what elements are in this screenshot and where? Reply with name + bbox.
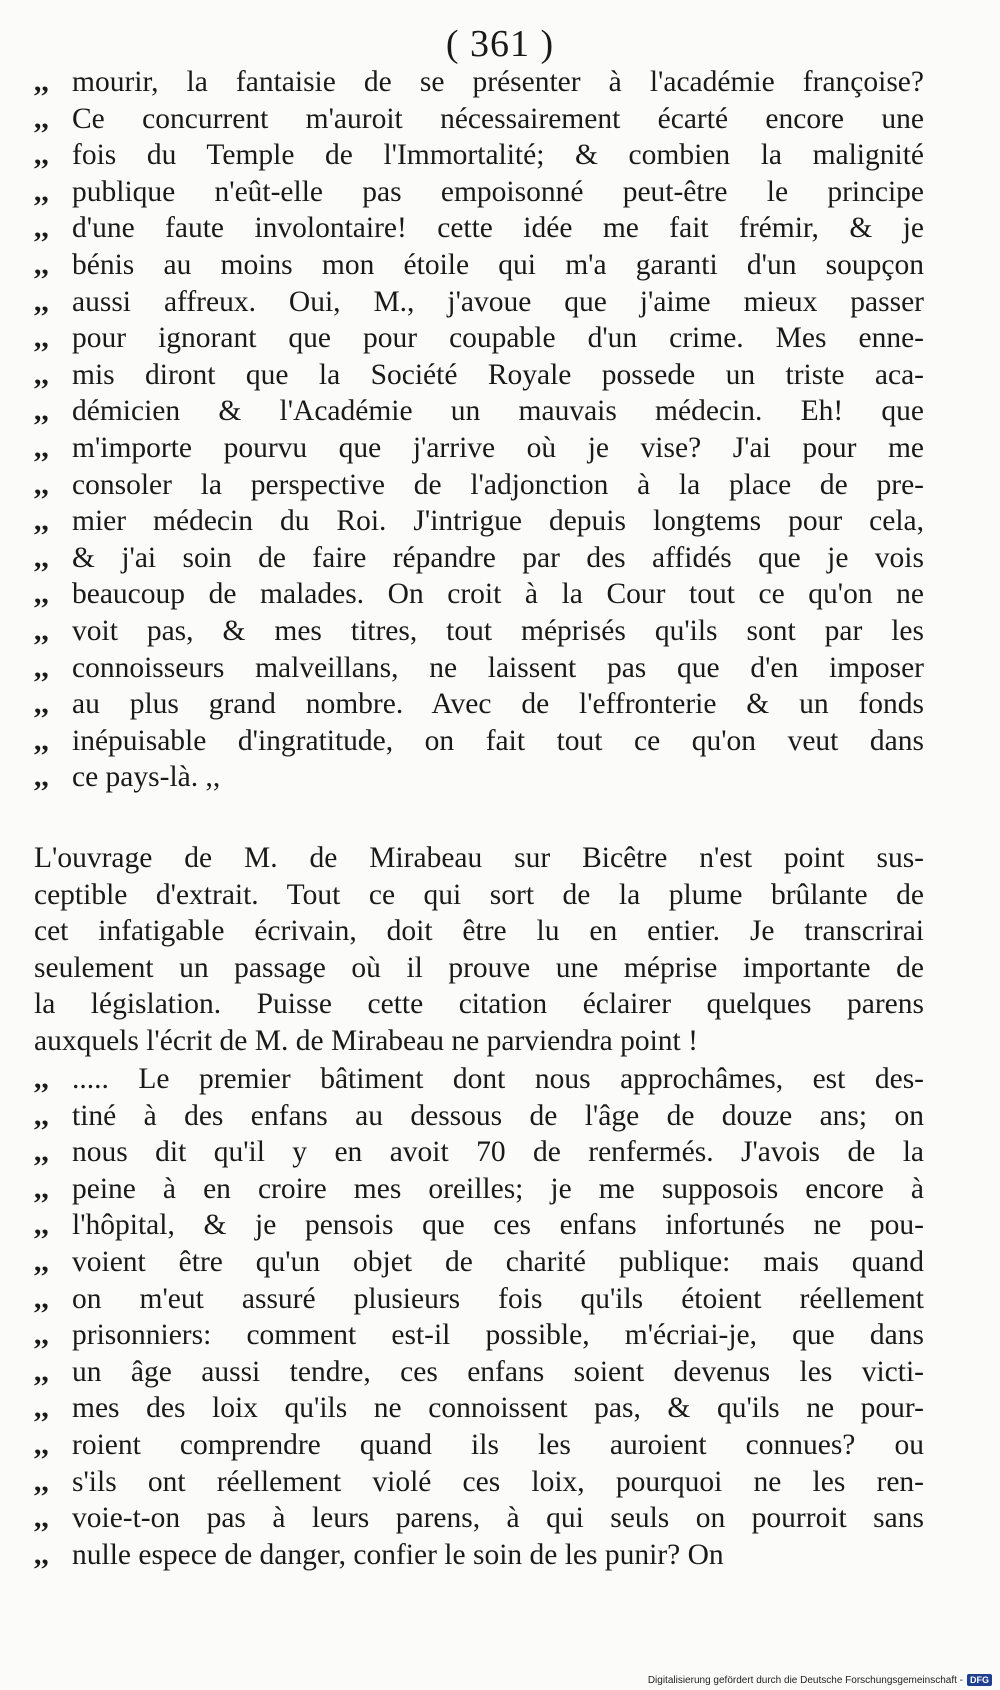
line-text: connoisseurs malveillans, ne laissent pas que d'en imposer [72, 651, 924, 684]
line-text: m'importe pourvu que j'arrive où je vise? J'ai pour me [72, 431, 924, 464]
text-line [34, 1134, 924, 1171]
text-line [34, 576, 924, 613]
quotation-mark: ,, [34, 212, 49, 245]
quotation-mark: ,, [34, 175, 49, 208]
line-text: aussi affreux. Oui, M., j'avoue que j'aime mieux passer [72, 285, 924, 318]
line-text: auxquels l'écrit de M. de Mirabeau ne parviendra point ! [34, 1024, 698, 1057]
quotation-mark: ,, [34, 614, 49, 647]
line-text: Ce concurrent m'auroit nécessairement écarté encore une [72, 102, 924, 135]
text-line [34, 174, 924, 211]
line-text: mier médecin du Roi. J'intrigue depuis longtems pour cela, [72, 505, 924, 538]
line-text: mes des loix qu'ils ne connoissent pas, & qu'ils ne pour- [72, 1392, 924, 1425]
text-line [34, 840, 924, 877]
line-text: nulle espece de danger, confier le soin de les punir? On [72, 1538, 724, 1571]
line-text: mourir, la fantaisie de se présenter à l'académie françoise? [72, 66, 924, 98]
line-text: ceptible d'extrait. Tout ce qui sort de la plume brûlante de [34, 878, 924, 911]
text-line [34, 686, 924, 723]
quotation-mark: ,, [34, 102, 49, 135]
line-text: l'hôpital, & je pensois que ces enfans infortunés ne pou- [72, 1209, 924, 1242]
quoted-letter-section [34, 64, 924, 796]
line-text: consoler la perspective de l'adjonction à la place de pre- [72, 468, 924, 501]
line-text: on m'eut assuré plusieurs fois qu'ils étoient réellement [72, 1282, 924, 1315]
text-line [34, 1427, 924, 1464]
commentary-paragraph [34, 840, 924, 1060]
text-line [34, 1207, 924, 1244]
quotation-mark: ,, [34, 1099, 49, 1132]
line-text: pour ignorant que pour coupable d'un crime. Mes enne- [72, 322, 924, 355]
quotation-mark: ,, [34, 541, 49, 574]
quotation-mark: ,, [34, 1136, 49, 1169]
text-line [34, 393, 924, 430]
text-line [34, 1098, 924, 1135]
line-text: voit pas, & mes titres, tout méprisés qu'ils sont par les [72, 614, 924, 647]
line-text: un âge aussi tendre, ces enfans soient devenus les victi- [72, 1355, 924, 1388]
line-text: & j'ai soin de faire répandre par des affidés que je vois [72, 541, 924, 574]
line-text: ..... Le premier bâtiment dont nous approchâmes, est des- [72, 1063, 924, 1095]
text-line [34, 101, 924, 138]
page-number: ( 361 ) [445, 23, 555, 65]
text-line [34, 1464, 924, 1501]
quotation-mark: ,, [34, 688, 49, 721]
text-line [34, 320, 924, 357]
quotation-mark: ,, [34, 1392, 49, 1425]
text-line [34, 913, 924, 950]
quotation-mark: ,, [34, 1502, 49, 1535]
quotation-mark: ,, [34, 395, 49, 428]
line-text: voient être qu'un objet de charité publique: mais quand [72, 1245, 924, 1278]
text-line [34, 1061, 924, 1098]
text-line [34, 1537, 924, 1574]
text-line [34, 430, 924, 467]
line-text: roient comprendre quand ils les auroient connues? ou [72, 1428, 924, 1461]
quotation-mark: ,, [34, 1063, 49, 1095]
quotation-mark: ,, [34, 1172, 49, 1205]
quotation-mark: ,, [34, 651, 49, 684]
text-line [34, 1023, 924, 1060]
quotation-mark: ,, [34, 1465, 49, 1498]
line-text: au plus grand nombre. Avec de l'effronterie & un fonds [72, 688, 924, 721]
quotation-mark: ,, [34, 724, 49, 757]
quotation-mark: ,, [34, 248, 49, 281]
text-line [34, 1244, 924, 1281]
line-text: la législation. Puisse cette citation éclairer quelques parens [34, 988, 924, 1021]
quotation-mark: ,, [34, 431, 49, 464]
quotation-mark: ,, [34, 1245, 49, 1278]
line-text: voie-t-on pas à leurs parens, à qui seuls on pourroit sans [72, 1502, 924, 1535]
text-line [34, 467, 924, 504]
digitization-credit [648, 1674, 992, 1686]
text-line [34, 759, 924, 796]
text-line [34, 137, 924, 174]
text-line [34, 284, 924, 321]
text-line [34, 64, 924, 101]
line-text: nous dit qu'il y en avoit 70 de renfermés. J'avois de la [72, 1136, 924, 1169]
quotation-mark: ,, [34, 358, 49, 391]
text-line [34, 723, 924, 760]
quotation-mark: ,, [34, 468, 49, 501]
text-line [34, 540, 924, 577]
quoted-bicetre-passage [34, 1061, 924, 1573]
quotation-mark: ,, [34, 1538, 49, 1571]
text-line [34, 950, 924, 987]
line-text: cet infatigable écrivain, doit être lu en entier. Je transcrirai [34, 915, 924, 948]
line-text: démicien & l'Académie un mauvais médecin. Eh! que [72, 395, 924, 428]
quotation-mark: ,, [34, 285, 49, 318]
text-line [34, 1281, 924, 1318]
quotation-mark: ,, [34, 761, 49, 794]
line-text: bénis au moins mon étoile qui m'a garanti d'un soupçon [72, 248, 924, 281]
quotation-mark: ,, [34, 1428, 49, 1461]
line-text: tiné à des enfans au dessous de l'âge de douze ans; on [72, 1099, 924, 1132]
line-text: seulement un passage où il prouve une méprise importante de [34, 951, 924, 984]
line-text: L'ouvrage de M. de Mirabeau sur Bicêtre n'est point sus- [34, 842, 924, 874]
line-text: inépuisable d'ingratitude, on fait tout ce qu'on veut dans [72, 724, 924, 757]
line-text: mis diront que la Société Royale possede un triste aca- [72, 358, 924, 391]
line-text: prisonniers: comment est-il possible, m'écriai-je, que dans [72, 1319, 924, 1352]
text-line [34, 650, 924, 687]
line-text: ce pays-là. ,, [72, 761, 221, 794]
text-line [34, 247, 924, 284]
text-line [34, 503, 924, 540]
text-line [34, 1317, 924, 1354]
text-line [34, 1171, 924, 1208]
quotation-mark: ,, [34, 1209, 49, 1242]
text-line [34, 1500, 924, 1537]
line-text: beaucoup de malades. On croit à la Cour tout ce qu'on ne [72, 578, 924, 611]
quotation-mark: ,, [34, 1355, 49, 1388]
line-text: d'une faute involontaire! cette idée me fait frémir, & je [72, 212, 924, 245]
quotation-mark: ,, [34, 578, 49, 611]
credit-text: Digitalisierung gefördert durch die Deutsche Forschungsgemeinschaft - [647, 1674, 963, 1686]
quotation-mark: ,, [34, 505, 49, 538]
text-line [34, 613, 924, 650]
text-line [34, 357, 924, 394]
line-text: s'ils ont réellement violé ces loix, pourquoi ne les ren- [72, 1465, 924, 1498]
text-line [34, 210, 924, 247]
quotation-mark: ,, [34, 322, 49, 355]
text-line [34, 877, 924, 914]
text-line [34, 1354, 924, 1391]
dfg-logo: DFG [967, 1674, 992, 1686]
quotation-mark: ,, [34, 139, 49, 172]
quotation-mark: ,, [34, 66, 49, 98]
line-text: publique n'eût-elle pas empoisonné peut-être le principe [72, 175, 924, 208]
text-line [34, 1390, 924, 1427]
line-text: peine à en croire mes oreilles; je me supposois encore à [72, 1172, 924, 1205]
quotation-mark: ,, [34, 1282, 49, 1315]
line-text: fois du Temple de l'Immortalité; & combien la malignité [72, 139, 924, 172]
quotation-mark: ,, [34, 1319, 49, 1352]
text-line [34, 986, 924, 1023]
